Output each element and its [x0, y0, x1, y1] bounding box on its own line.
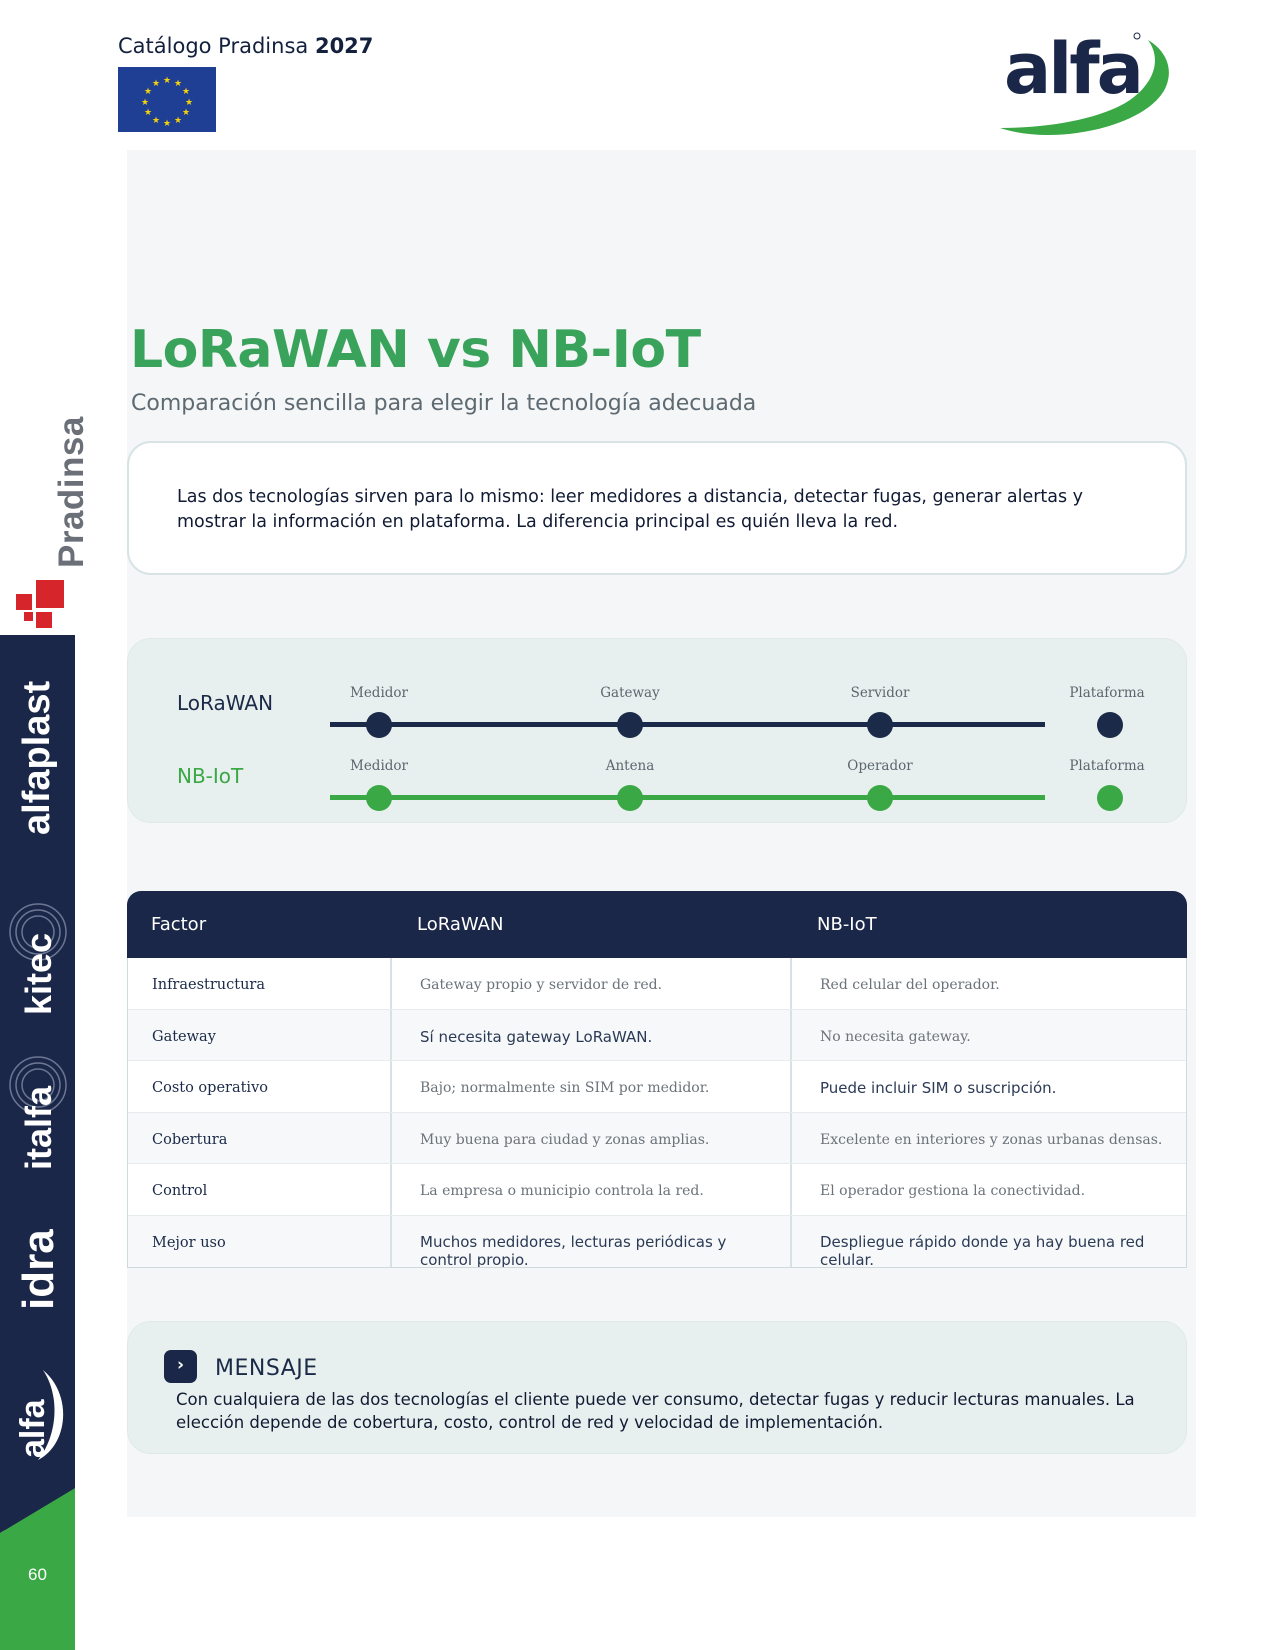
nbiot-node	[617, 785, 643, 811]
lorawan-node	[1097, 712, 1123, 738]
svg-text:★: ★	[162, 76, 172, 86]
table-cell-factor: Control	[152, 1183, 208, 1199]
alfa-logo-text: alfa	[1004, 28, 1141, 110]
nbiot-step-label: Plataforma	[1069, 758, 1145, 774]
message-card	[127, 1321, 1187, 1454]
chevron-right-icon: ›	[164, 1350, 197, 1383]
sidebar-wedge	[0, 1488, 75, 1533]
table-cell-nbiot: Red celular del operador.	[790, 958, 1186, 1009]
table-cell-lorawan: Muchos medidores, lecturas periódicas y control propio.	[390, 1216, 790, 1267]
nbiot-step-label: Antena	[605, 758, 655, 774]
svg-text:★: ★	[181, 108, 191, 118]
flow-line-lorawan	[330, 722, 1045, 727]
table-body	[127, 958, 1187, 1268]
table-cell-lorawan: Bajo; normalmente sin SIM por medidor.	[390, 1061, 790, 1112]
eu-flag-icon	[118, 67, 216, 132]
table-row	[128, 1061, 1186, 1113]
sidebar-brands	[0, 635, 75, 1530]
brand-pradinsa: Pradinsa	[52, 416, 91, 568]
flow-label-nbiot: NB-IoT	[177, 764, 244, 788]
lorawan-node	[867, 712, 893, 738]
lorawan-step-label: Servidor	[850, 685, 910, 701]
table-cell-lorawan: La empresa o municipio controla la red.	[390, 1164, 790, 1215]
table-cell-nbiot: El operador gestiona la conectividad.	[790, 1164, 1186, 1215]
svg-text:★: ★	[173, 79, 183, 89]
page-subtitle: Comparación sencilla para elegir la tecnología adecuada	[131, 391, 757, 416]
brand-italfa: italfa	[18, 1085, 59, 1170]
message-title: MENSAJE	[215, 1356, 318, 1381]
nbiot-step-label: Operador	[847, 758, 913, 774]
intro-card	[127, 441, 1187, 575]
lorawan-node	[366, 712, 392, 738]
catalog-prefix: Catálogo Pradinsa	[118, 34, 309, 58]
svg-text:★: ★	[143, 87, 153, 97]
table-cell-factor: Mejor uso	[152, 1234, 226, 1251]
message-text: Con cualquiera de las dos tecnologías el cliente puede ver consumo, detectar fugas y reducir lecturas manuales. La elección depende de cobertura, costo, control de red y velocidad de implementación.	[176, 1390, 1135, 1432]
table-cell-nbiot: No necesita gateway.	[790, 1010, 1186, 1061]
flow-label-lorawan: LoRaWAN	[177, 691, 274, 715]
intro-text: Las dos tecnologías sirven para lo mismo: leer medidores a distancia, detectar fugas, generar alertas y mostrar la información en plataforma. La diferencia principal es quién lleva la red.	[177, 487, 1084, 532]
table-row	[128, 1216, 1186, 1267]
table-row	[128, 1010, 1186, 1062]
svg-text:★: ★	[143, 108, 153, 118]
nbiot-node	[867, 785, 893, 811]
lorawan-step-label: Medidor	[350, 685, 408, 701]
table-row	[128, 1164, 1186, 1216]
table-cell-nbiot: Excelente en interiores y zonas urbanas densas.	[790, 1113, 1186, 1164]
brand-idra: idra	[14, 1229, 63, 1310]
sidebar-pradinsa	[0, 400, 91, 635]
pradinsa-squares-icon	[16, 580, 66, 630]
svg-text:★: ★	[140, 98, 150, 108]
table-cell-factor: Gateway	[152, 1028, 216, 1045]
brand-alfaplast: alfaplast	[16, 680, 58, 835]
table-cell-lorawan: Sí necesita gateway LoRaWAN.	[390, 1010, 790, 1061]
table-header	[127, 891, 1187, 958]
table-cell-lorawan: Gateway propio y servidor de red.	[390, 958, 790, 1009]
nbiot-step-label: Medidor	[350, 758, 408, 774]
svg-text:★: ★	[181, 87, 191, 97]
lorawan-node	[617, 712, 643, 738]
table-cell-nbiot: Despliegue rápido donde ya hay buena red celular.	[790, 1216, 1186, 1267]
table-cell-lorawan: Muy buena para ciudad y zonas amplias.	[390, 1113, 790, 1164]
table-row	[128, 958, 1186, 1010]
sidebar-green-block	[0, 1533, 75, 1650]
table-header-factor: Factor	[151, 914, 207, 935]
table-cell-factor: Infraestructura	[152, 977, 265, 993]
flow-line-nbiot	[330, 795, 1045, 800]
nbiot-node	[366, 785, 392, 811]
brand-alfa: alfa	[14, 1399, 52, 1458]
nbiot-node	[1097, 785, 1123, 811]
table-cell-factor: Cobertura	[152, 1131, 228, 1148]
page-number: 60	[28, 1565, 47, 1584]
table-header-lorawan: LoRaWAN	[417, 914, 504, 935]
table-cell-factor: Costo operativo	[152, 1080, 268, 1096]
table-row	[128, 1113, 1186, 1165]
lorawan-step-label: Gateway	[600, 685, 660, 701]
svg-text:★: ★	[173, 116, 183, 126]
comparison-table	[127, 891, 1187, 1268]
catalog-year: 2027	[314, 34, 374, 58]
table-header-nbiot: NB-IoT	[817, 914, 877, 935]
svg-text:★: ★	[184, 98, 194, 108]
alfa-logo	[990, 18, 1180, 138]
table-cell-nbiot: Puede incluir SIM o suscripción.	[790, 1061, 1186, 1112]
svg-text:★: ★	[151, 79, 161, 89]
page-title: LoRaWAN vs NB-IoT	[130, 320, 701, 380]
lorawan-step-label: Plataforma	[1069, 685, 1145, 701]
catalog-title	[118, 34, 373, 58]
svg-text:★: ★	[162, 119, 172, 129]
flow-diagram	[127, 638, 1187, 823]
svg-text:★: ★	[151, 116, 161, 126]
brand-kitec: kitec	[18, 932, 59, 1015]
